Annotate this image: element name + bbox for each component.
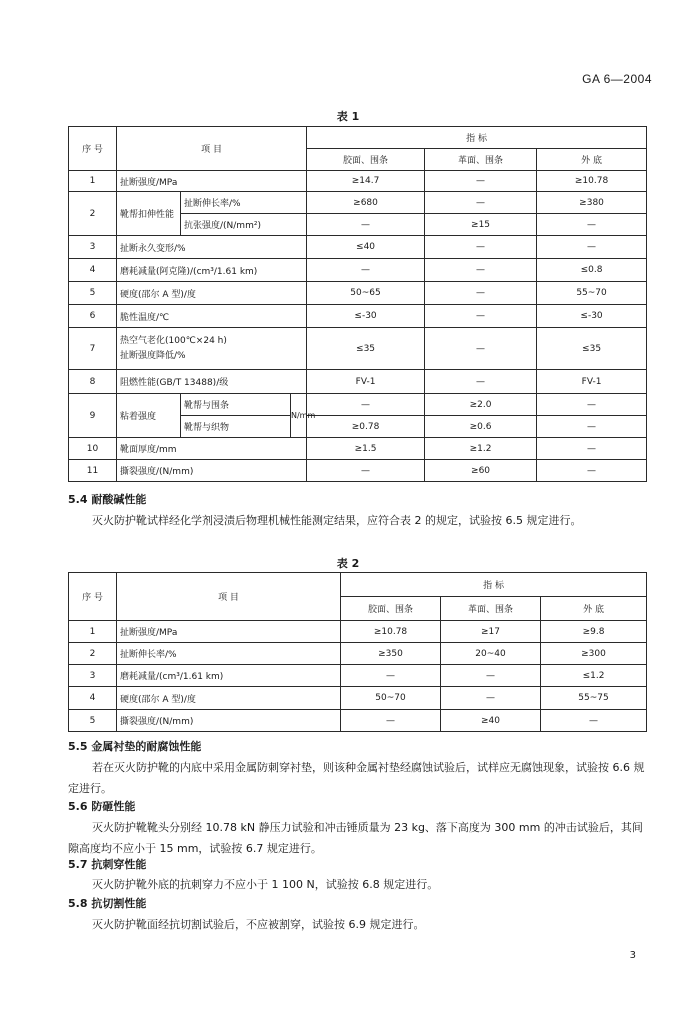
cell-b: — <box>425 192 537 214</box>
row-subitem: 扯断伸长率/% <box>181 192 307 214</box>
row-no: 1 <box>69 171 117 192</box>
cell-c: — <box>537 236 647 259</box>
cell-b: — <box>441 687 541 710</box>
cell-c: 55~75 <box>541 687 647 710</box>
row-item: 硬度(邵尔 A 型)/度 <box>117 687 341 710</box>
cell-b: ≥17 <box>441 621 541 643</box>
table2 <box>68 572 647 732</box>
cell-a: ≥350 <box>341 643 441 665</box>
standard-code: GA 6—2004 <box>582 72 652 86</box>
cell-c: ≤-30 <box>537 305 647 328</box>
table-row <box>69 438 647 460</box>
cell-c: ≥380 <box>537 192 647 214</box>
cell-c: ≥9.8 <box>541 621 647 643</box>
cell-b: — <box>425 328 537 370</box>
section-5-6-text: 灭火防护靴靴头分别经 10.78 kN 静压力试验和冲击锤质量为 23 kg、落下高度为 300 mm 的冲击试验后，其间隙高度均不应小于 15 mm，试验按 6.7 规定进行。 <box>68 821 643 855</box>
row-item: 撕裂强度/(N/mm) <box>117 460 307 482</box>
row-item: 阻燃性能(GB/T 13488)/级 <box>117 370 307 394</box>
row-item: 磨耗减量(阿克隆)/(cm³/1.61 km) <box>117 259 307 282</box>
section-5-5-text: 若在灭火防护靴的内底中采用金属防刺穿衬垫，则该种金属衬垫经腐蚀试验后，试样应无腐蚀现象，试验按 6.6 规定进行。 <box>68 761 645 795</box>
cell-a: ≤35 <box>307 328 425 370</box>
table-row <box>69 643 647 665</box>
row-no: 4 <box>69 259 117 282</box>
cell-a: — <box>341 710 441 732</box>
cell-a: — <box>307 460 425 482</box>
cell-b: ≥1.2 <box>425 438 537 460</box>
cell-a: ≤-30 <box>307 305 425 328</box>
row-no: 1 <box>69 621 117 643</box>
row-subitem: 靴帮与织物 <box>181 416 291 438</box>
cell-b: ≥60 <box>425 460 537 482</box>
cell-a: 50~70 <box>341 687 441 710</box>
row-no: 11 <box>69 460 117 482</box>
section-5-8-text: 灭火防护靴面经抗切割试验后，不应被割穿，试验按 6.9 规定进行。 <box>92 918 425 931</box>
cell-b: 20~40 <box>441 643 541 665</box>
cell-b: — <box>425 171 537 192</box>
row-no: 4 <box>69 687 117 710</box>
row-item: 靴面厚度/mm <box>117 438 307 460</box>
table-row <box>69 665 647 687</box>
cell-a: ≥0.78 <box>307 416 425 438</box>
table2-header-col-c: 外 底 <box>541 597 647 621</box>
cell-b: — <box>425 236 537 259</box>
cell-a: — <box>341 665 441 687</box>
cell-b: — <box>441 665 541 687</box>
cell-c: ≤0.8 <box>537 259 647 282</box>
table-row <box>69 394 647 416</box>
table2-caption: 表 2 <box>336 557 360 570</box>
table1-header-no: 序 号 <box>69 127 117 171</box>
row-no: 10 <box>69 438 117 460</box>
row-no: 3 <box>69 665 117 687</box>
cell-a: — <box>307 214 425 236</box>
cell-b: ≥0.6 <box>425 416 537 438</box>
cell-a: — <box>307 394 425 416</box>
section-5-4-title: 5.4 耐酸碱性能 <box>68 493 147 506</box>
table-row <box>69 621 647 643</box>
table-row <box>69 710 647 732</box>
cell-c: 55~70 <box>537 282 647 305</box>
row-item: 硬度(邵尔 A 型)/度 <box>117 282 307 305</box>
cell-a: ≤40 <box>307 236 425 259</box>
section-5-6-title: 5.6 防砸性能 <box>68 800 136 813</box>
cell-b: ≥40 <box>441 710 541 732</box>
row-no: 2 <box>69 192 117 236</box>
section-5-7-title: 5.7 抗刺穿性能 <box>68 858 147 871</box>
table-row <box>69 305 647 328</box>
cell-c: ≤1.2 <box>541 665 647 687</box>
table-row <box>69 171 647 192</box>
table2-header-col-a: 胶面、围条 <box>341 597 441 621</box>
table-row <box>69 282 647 305</box>
section-5-7-text: 灭火防护靴外底的抗刺穿力不应小于 1 100 N，试验按 6.8 规定进行。 <box>92 878 439 891</box>
cell-a: 50~65 <box>307 282 425 305</box>
table-row <box>69 460 647 482</box>
row-item: 靴帮扣伸性能 <box>117 192 181 236</box>
table1 <box>68 126 647 482</box>
table2-header-col-b: 革面、围条 <box>441 597 541 621</box>
cell-b: — <box>425 259 537 282</box>
row-no: 5 <box>69 282 117 305</box>
row-no: 8 <box>69 370 117 394</box>
table2-header-no: 序 号 <box>69 573 117 621</box>
cell-b: — <box>425 370 537 394</box>
cell-a: ≥680 <box>307 192 425 214</box>
row-subitem: 靴帮与围条 <box>181 394 291 416</box>
cell-b: — <box>425 282 537 305</box>
row-item <box>117 328 307 370</box>
table1-header-col-b: 革面、围条 <box>425 149 537 171</box>
table-row <box>69 259 647 282</box>
row-item: 撕裂强度/(N/mm) <box>117 710 341 732</box>
table-row <box>69 236 647 259</box>
table1-caption: 表 1 <box>336 110 360 123</box>
page-number: 3 <box>629 950 636 961</box>
section-5-5-title: 5.5 金属衬垫的耐腐蚀性能 <box>68 740 202 753</box>
table1-header-item: 项 目 <box>117 127 307 171</box>
table-row <box>69 328 647 370</box>
row-no: 2 <box>69 643 117 665</box>
table-row <box>69 192 647 214</box>
row-item: 扯断伸长率/% <box>117 643 341 665</box>
row-subitem: 抗张强度/(N/mm²) <box>181 214 307 236</box>
table-row <box>69 687 647 710</box>
row-item: 磨耗减量/(cm³/1.61 km) <box>117 665 341 687</box>
cell-a: ≥1.5 <box>307 438 425 460</box>
cell-c: — <box>537 438 647 460</box>
row-item: 扯断强度/MPa <box>117 621 341 643</box>
cell-a: ≥14.7 <box>307 171 425 192</box>
row-no: 6 <box>69 305 117 328</box>
cell-c: — <box>537 214 647 236</box>
row-item: 扯断强度/MPa <box>117 171 307 192</box>
cell-b: — <box>425 305 537 328</box>
row-no: 3 <box>69 236 117 259</box>
row-unit: N/mm <box>291 394 307 438</box>
cell-b: ≥2.0 <box>425 394 537 416</box>
row-no: 5 <box>69 710 117 732</box>
cell-c: — <box>537 394 647 416</box>
cell-c: ≤35 <box>537 328 647 370</box>
row-no: 7 <box>69 328 117 370</box>
row-item-line2: 扯断强度降低/% <box>120 350 186 361</box>
row-item: 脆性温度/℃ <box>117 305 307 328</box>
cell-a: FV-1 <box>307 370 425 394</box>
table1-header-index: 指 标 <box>307 127 647 149</box>
cell-c: — <box>537 416 647 438</box>
cell-a: — <box>307 259 425 282</box>
cell-c: — <box>537 460 647 482</box>
row-no: 9 <box>69 394 117 438</box>
row-item: 扯断永久变形/% <box>117 236 307 259</box>
cell-a: ≥10.78 <box>341 621 441 643</box>
cell-c: ≥10.78 <box>537 171 647 192</box>
table2-header-index: 指 标 <box>341 573 647 597</box>
table2-header-item: 项 目 <box>117 573 341 621</box>
table1-header-col-a: 胶面、围条 <box>307 149 425 171</box>
section-5-8-title: 5.8 抗切割性能 <box>68 897 147 910</box>
cell-c: ≥300 <box>541 643 647 665</box>
table1-header-col-c: 外 底 <box>537 149 647 171</box>
row-item: 粘着强度 <box>117 394 181 438</box>
table-row <box>69 370 647 394</box>
cell-b: ≥15 <box>425 214 537 236</box>
section-5-4-text: 灭火防护靴试样经化学剂浸渍后物理机械性能测定结果，应符合表 2 的规定，试验按 6.5 规定进行。 <box>92 514 582 527</box>
cell-c: — <box>541 710 647 732</box>
cell-c: FV-1 <box>537 370 647 394</box>
row-item-line1: 热空气老化(100℃×24 h) <box>120 335 227 346</box>
